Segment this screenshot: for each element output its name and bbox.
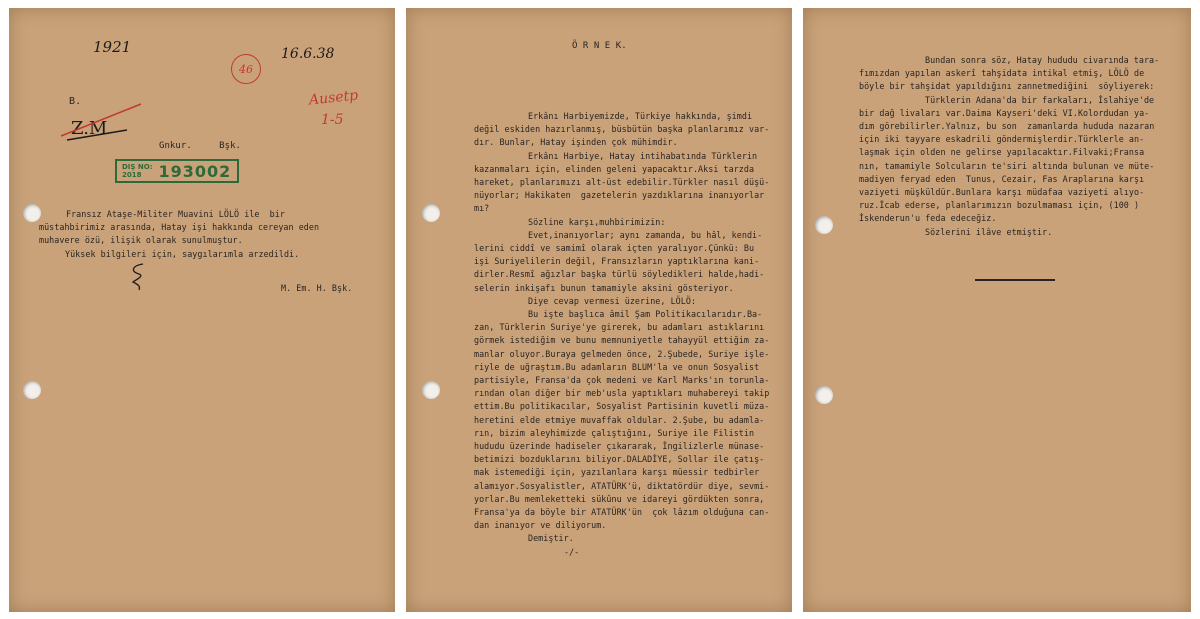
text-line: manlar oluyor.Buraya gelmeden önce, 2.Şubede, Suriye işle-: [474, 348, 770, 359]
text-line: nüyorlar; Hakikaten gazetelerin yazdıklarına inanıyorlar: [474, 190, 765, 201]
text-line: Bu işte başlıca âmil Şam Politikacılarıdır.Ba-: [528, 309, 763, 319]
text-line: Erkânı Harbiyemizde, Türkiye hakkında, şimdi: [528, 111, 753, 121]
paraph-mark: [127, 262, 149, 292]
closing-rule: [975, 279, 1055, 281]
handwritten-date: 16.6.38: [281, 46, 335, 62]
text-line: mı?: [474, 203, 490, 214]
punch-hole: [23, 381, 41, 399]
text-line: İskenderun'u feda edeceğiz.: [859, 213, 997, 224]
stamp-year: 2018: [122, 171, 142, 179]
text-line: Sözlerini ilâve etmiştir.: [925, 226, 1053, 237]
text-line: heretini elde etmiye muvaffak oldular. 2.Şube, bu adamla-: [474, 414, 765, 425]
red-handwritten-note-2: 1-5: [321, 112, 344, 128]
document-page-3: [803, 8, 1191, 612]
text-line: Sözline karşı,muhbirimizin:: [528, 216, 666, 227]
text-line: mak istemediği için, yazılanlara karşı müessir tedbirler: [474, 467, 760, 478]
text-line: Fransa'ya da böyle bir ATATÜRK'ün çok lâzım olduğuna can-: [474, 507, 770, 517]
text-line: bir dağ livaları var.Daima Kayseri'deki VI.Kolordudan ya-: [859, 107, 1150, 118]
text-line: zan, Türklerin Suriye'ye girerek, bu adamları astıklarını: [474, 322, 765, 333]
document-page-1: [9, 8, 395, 612]
registry-stamp: [115, 159, 239, 183]
document-page-2: [406, 8, 792, 612]
text-line: için iki tayyare eskadrili göndermişlerdir.Türklerle an-: [859, 134, 1145, 145]
text-line: görmek istediğim ve bunu memnuniyetle tahayyül ettiğim za-: [474, 335, 770, 346]
text-line: lerini ciddî ve samimî olarak içten yaralıyor.Çünkü: Bu: [474, 243, 755, 253]
handwritten-initials: Z.M: [71, 118, 108, 139]
text-line: vaziyeti müşküldür.Bunlara karşı müdafaa vaziyeti alıyo-: [859, 187, 1145, 197]
text-line: rın, bizim aleyhimizde çalıştığını, Suriye ile Filistin: [474, 427, 755, 438]
text-line: rından olan diğer bir meb'usla yaptıkları muhabereyi takip: [474, 388, 770, 399]
text-line: böyle bir tahşidat yapıldığını zannetmediğini söyliyerek:: [859, 81, 1155, 92]
text-line: laşmak için olden ne gelirse yapılacaktır.Filvaki;Fransa: [859, 147, 1145, 158]
text-line: işi Suriyelilerin değil, Fransızların yaptıklarına kani-: [474, 256, 760, 267]
punch-hole: [422, 381, 440, 399]
text-line: hududu üzerinde hadiseler çıkararak, İngilizlerle münase-: [474, 441, 765, 451]
punch-hole: [422, 204, 440, 222]
red-slash-mark: [57, 100, 147, 144]
text-line: kazanmaları için, elinden geleni yapacaktır.Aksi tarzda: [474, 163, 755, 174]
text-line: betimizi bozduklarını biliyor.DALADİYE, Sollar ile çatış-: [474, 454, 765, 465]
text-line: -/-: [564, 546, 580, 557]
text-line: Erkânı Harbiye, Hatay intihabatında Türklerin: [528, 150, 758, 161]
text-line: Evet,inanıyorlar; aynı zamanda, bu hâl, kendi-: [528, 229, 763, 240]
text-line: dirler.Resmî ağızlar başka türlü söyledikleri halde,hadi-: [474, 269, 765, 280]
red-circled-number: 46: [231, 54, 261, 84]
text-line: Demiştir.: [528, 533, 574, 544]
punch-hole: [815, 386, 833, 404]
text-line: partisiyle, Fransa'da çok medeni ve Karl Marks'ın torunla-: [474, 375, 770, 385]
body-line: muhavere özü, ilişik olarak sunulmuştur.: [39, 235, 243, 245]
text-line: yorlar.Bu memleketteki sükûnu ve idareyi gördükten sonra,: [474, 493, 765, 504]
addressee: Gnkur. Bşk.: [159, 141, 242, 151]
text-line: fımızdan yapılan askerî tahşidata intikal etmiş, LÖLÖ de: [859, 68, 1145, 79]
red-handwritten-note: Ausetp: [308, 87, 359, 109]
text-line: hareket, planlarımızı alt-üst edebilir.Türkler nasıl düşü-: [474, 177, 770, 187]
text-line: dım görebilirler.Yalnız, bu son zamanlarda hududa nazaran: [859, 121, 1155, 131]
text-line: madiyen feryad eden Tunus, Cezair, Fas Araplarına karşı: [859, 173, 1145, 184]
text-line: değil eskiden hazırlanmış, büsbütün başka planlarımız var-: [474, 124, 770, 135]
text-line: Bundan sonra söz, Hatay hududu civarında tara-: [925, 55, 1160, 65]
text-line: Türklerin Adana'da bir farkaları, İslahiye'de: [925, 94, 1155, 105]
text-line: ruz.İcab ederse, planlarımızın bozulmaması için, (100 ): [859, 200, 1140, 211]
text-line: nın, tamamiyle Solcuların te'siri altında bulunan ve müte-: [859, 160, 1155, 171]
punch-hole: [815, 216, 833, 234]
body-line: Yüksek bilgileri için, saygılarımla arzedildi.: [65, 249, 300, 259]
text-line: selerin inkişafı bunun tamamiyle aksini gösteriyor.: [474, 282, 734, 293]
handwritten-year: 1921: [93, 38, 132, 56]
punch-hole: [23, 204, 41, 222]
body-line: Fransız Ataşe-Militer Muavini LÖLÖ ile bir: [66, 209, 285, 219]
b-label: B.: [69, 96, 82, 107]
text-line: dan inanıyor ve diliyorum.: [474, 520, 607, 531]
text-line: alamıyor.Sosyalistler, ATATÜRK'ü, diktatördür diye, sevmi-: [474, 480, 770, 491]
stamp-number: 193002: [158, 161, 232, 181]
stamp-label: DIŞ NO:: [122, 163, 153, 171]
signature-title: M. Em. H. Bşk.: [281, 283, 353, 293]
text-line: Diye cevap vermesi üzerine, LÖLÖ:: [528, 295, 697, 306]
text-line: riyle de uğraştım.Bu adamların BLUM'la ve onun Sosyalist: [474, 361, 760, 372]
text-line: dır. Bunlar, Hatay işinden çok mühimdir.: [474, 137, 678, 148]
text-line: ettim.Bu politikacılar, Sosyalist Partisinin kuvetli müza-: [474, 401, 770, 412]
page-title: Ö R N E K.: [572, 41, 627, 51]
body-line: müstahbirimiz arasında, Hatay işi hakkında cereyan eden: [39, 222, 320, 232]
